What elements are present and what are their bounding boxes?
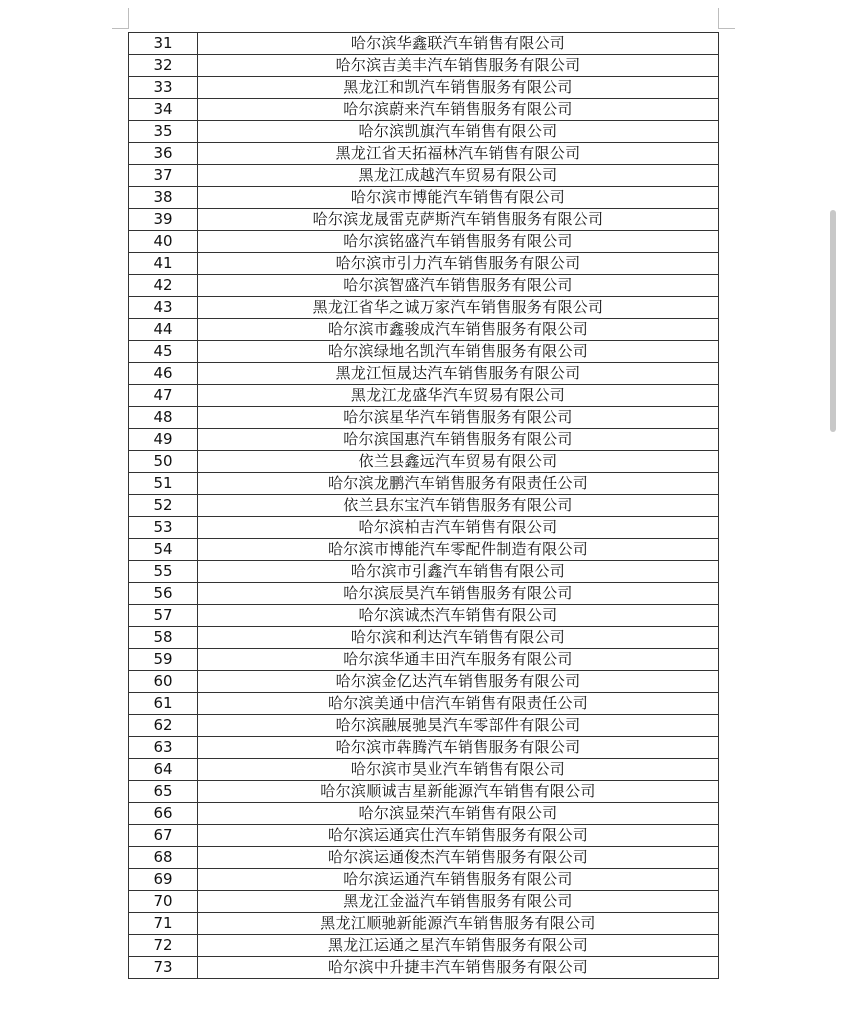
- company-name: 哈尔滨美通中信汽车销售有限责任公司: [198, 693, 719, 715]
- company-name: 黑龙江运通之星汽车销售服务有限公司: [198, 935, 719, 957]
- company-name: 哈尔滨市鑫骏成汽车销售服务有限公司: [198, 319, 719, 341]
- company-name: 哈尔滨市引力汽车销售服务有限公司: [198, 253, 719, 275]
- row-number: 52: [129, 495, 198, 517]
- row-number: 62: [129, 715, 198, 737]
- table-row: [129, 737, 719, 759]
- table-row: [129, 671, 719, 693]
- row-number: 51: [129, 473, 198, 495]
- company-name: 哈尔滨市博能汽车零配件制造有限公司: [198, 539, 719, 561]
- company-name: 哈尔滨龙鹏汽车销售服务有限责任公司: [198, 473, 719, 495]
- table-row: [129, 165, 719, 187]
- table-row: [129, 253, 719, 275]
- table-row: [129, 627, 719, 649]
- table-row: [129, 407, 719, 429]
- company-name: 哈尔滨诚杰汽车销售有限公司: [198, 605, 719, 627]
- table-row: [129, 121, 719, 143]
- table-row: [129, 605, 719, 627]
- table-row: [129, 539, 719, 561]
- company-name: 哈尔滨运通宾仕汽车销售服务有限公司: [198, 825, 719, 847]
- table-row: [129, 803, 719, 825]
- row-number: 57: [129, 605, 198, 627]
- table-row: [129, 363, 719, 385]
- table-row: [129, 341, 719, 363]
- table-row: [129, 847, 719, 869]
- company-name: 哈尔滨顺诚吉星新能源汽车销售有限公司: [198, 781, 719, 803]
- row-number: 55: [129, 561, 198, 583]
- row-number: 60: [129, 671, 198, 693]
- row-number: 45: [129, 341, 198, 363]
- row-number: 40: [129, 231, 198, 253]
- row-number: 73: [129, 957, 198, 979]
- row-number: 70: [129, 891, 198, 913]
- company-name: 哈尔滨运通汽车销售服务有限公司: [198, 869, 719, 891]
- page-corner-mark-left: [112, 8, 129, 29]
- company-name: 哈尔滨国惠汽车销售服务有限公司: [198, 429, 719, 451]
- company-name: 黑龙江省天拓福林汽车销售有限公司: [198, 143, 719, 165]
- company-name: 哈尔滨辰昊汽车销售服务有限公司: [198, 583, 719, 605]
- company-name: 依兰县东宝汽车销售服务有限公司: [198, 495, 719, 517]
- company-name: 哈尔滨智盛汽车销售服务有限公司: [198, 275, 719, 297]
- table-row: [129, 517, 719, 539]
- row-number: 56: [129, 583, 198, 605]
- table-row: [129, 473, 719, 495]
- table-row: [129, 913, 719, 935]
- table-row: [129, 759, 719, 781]
- row-number: 50: [129, 451, 198, 473]
- row-number: 71: [129, 913, 198, 935]
- row-number: 38: [129, 187, 198, 209]
- company-name: 黑龙江省华之诚万家汽车销售服务有限公司: [198, 297, 719, 319]
- row-number: 58: [129, 627, 198, 649]
- company-name: 哈尔滨金亿达汽车销售服务有限公司: [198, 671, 719, 693]
- row-number: 61: [129, 693, 198, 715]
- table-row: [129, 385, 719, 407]
- company-name: 哈尔滨市犇腾汽车销售服务有限公司: [198, 737, 719, 759]
- vertical-scrollbar[interactable]: [830, 210, 836, 432]
- company-name: 哈尔滨柏吉汽车销售有限公司: [198, 517, 719, 539]
- table-row: [129, 649, 719, 671]
- company-name: 哈尔滨凯旗汽车销售有限公司: [198, 121, 719, 143]
- row-number: 49: [129, 429, 198, 451]
- row-number: 66: [129, 803, 198, 825]
- table-row: [129, 99, 719, 121]
- row-number: 34: [129, 99, 198, 121]
- table-row: [129, 957, 719, 979]
- table-row: [129, 77, 719, 99]
- table-row: [129, 583, 719, 605]
- company-name: 哈尔滨融展驰昊汽车零部件有限公司: [198, 715, 719, 737]
- company-name: 黑龙江顺驰新能源汽车销售服务有限公司: [198, 913, 719, 935]
- table-row: [129, 693, 719, 715]
- row-number: 63: [129, 737, 198, 759]
- company-name: 哈尔滨华鑫联汽车销售有限公司: [198, 33, 719, 55]
- row-number: 36: [129, 143, 198, 165]
- table-row: [129, 781, 719, 803]
- company-name: 哈尔滨中升捷丰汽车销售服务有限公司: [198, 957, 719, 979]
- row-number: 69: [129, 869, 198, 891]
- company-name: 哈尔滨蔚来汽车销售服务有限公司: [198, 99, 719, 121]
- company-table: [128, 32, 719, 979]
- row-number: 32: [129, 55, 198, 77]
- row-number: 42: [129, 275, 198, 297]
- table-row: [129, 55, 719, 77]
- company-name: 黑龙江恒晟达汽车销售服务有限公司: [198, 363, 719, 385]
- row-number: 53: [129, 517, 198, 539]
- table-row: [129, 451, 719, 473]
- company-name: 哈尔滨华通丰田汽车服务有限公司: [198, 649, 719, 671]
- table-row: [129, 935, 719, 957]
- row-number: 31: [129, 33, 198, 55]
- row-number: 54: [129, 539, 198, 561]
- table-row: [129, 143, 719, 165]
- row-number: 48: [129, 407, 198, 429]
- company-name: 哈尔滨和利达汽车销售有限公司: [198, 627, 719, 649]
- table-row: [129, 297, 719, 319]
- table-row: [129, 715, 719, 737]
- row-number: 72: [129, 935, 198, 957]
- row-number: 68: [129, 847, 198, 869]
- row-number: 33: [129, 77, 198, 99]
- company-name: 哈尔滨运通俊杰汽车销售服务有限公司: [198, 847, 719, 869]
- row-number: 43: [129, 297, 198, 319]
- company-name: 黑龙江成越汽车贸易有限公司: [198, 165, 719, 187]
- row-number: 44: [129, 319, 198, 341]
- company-table-body: [129, 33, 719, 979]
- table-row: [129, 33, 719, 55]
- company-name: 哈尔滨星华汽车销售服务有限公司: [198, 407, 719, 429]
- company-name: 哈尔滨市昊业汽车销售有限公司: [198, 759, 719, 781]
- row-number: 41: [129, 253, 198, 275]
- company-name: 哈尔滨市博能汽车销售有限公司: [198, 187, 719, 209]
- company-name: 哈尔滨龙晟雷克萨斯汽车销售服务有限公司: [198, 209, 719, 231]
- row-number: 47: [129, 385, 198, 407]
- row-number: 39: [129, 209, 198, 231]
- row-number: 46: [129, 363, 198, 385]
- table-row: [129, 209, 719, 231]
- table-row: [129, 869, 719, 891]
- table-row: [129, 495, 719, 517]
- table-row: [129, 891, 719, 913]
- row-number: 64: [129, 759, 198, 781]
- company-name: 哈尔滨显荣汽车销售有限公司: [198, 803, 719, 825]
- company-name: 哈尔滨铭盛汽车销售服务有限公司: [198, 231, 719, 253]
- row-number: 67: [129, 825, 198, 847]
- company-name: 哈尔滨绿地名凯汽车销售服务有限公司: [198, 341, 719, 363]
- company-name: 依兰县鑫远汽车贸易有限公司: [198, 451, 719, 473]
- row-number: 35: [129, 121, 198, 143]
- table-row: [129, 429, 719, 451]
- table-row: [129, 561, 719, 583]
- table-row: [129, 825, 719, 847]
- row-number: 37: [129, 165, 198, 187]
- table-row: [129, 275, 719, 297]
- table-row: [129, 187, 719, 209]
- page-corner-mark-right: [718, 8, 735, 29]
- company-name: 黑龙江龙盛华汽车贸易有限公司: [198, 385, 719, 407]
- company-name: 哈尔滨吉美丰汽车销售服务有限公司: [198, 55, 719, 77]
- table-row: [129, 231, 719, 253]
- company-name: 哈尔滨市引鑫汽车销售有限公司: [198, 561, 719, 583]
- table-row: [129, 319, 719, 341]
- row-number: 59: [129, 649, 198, 671]
- row-number: 65: [129, 781, 198, 803]
- company-name: 黑龙江和凯汽车销售服务有限公司: [198, 77, 719, 99]
- company-name: 黑龙江金溢汽车销售服务有限公司: [198, 891, 719, 913]
